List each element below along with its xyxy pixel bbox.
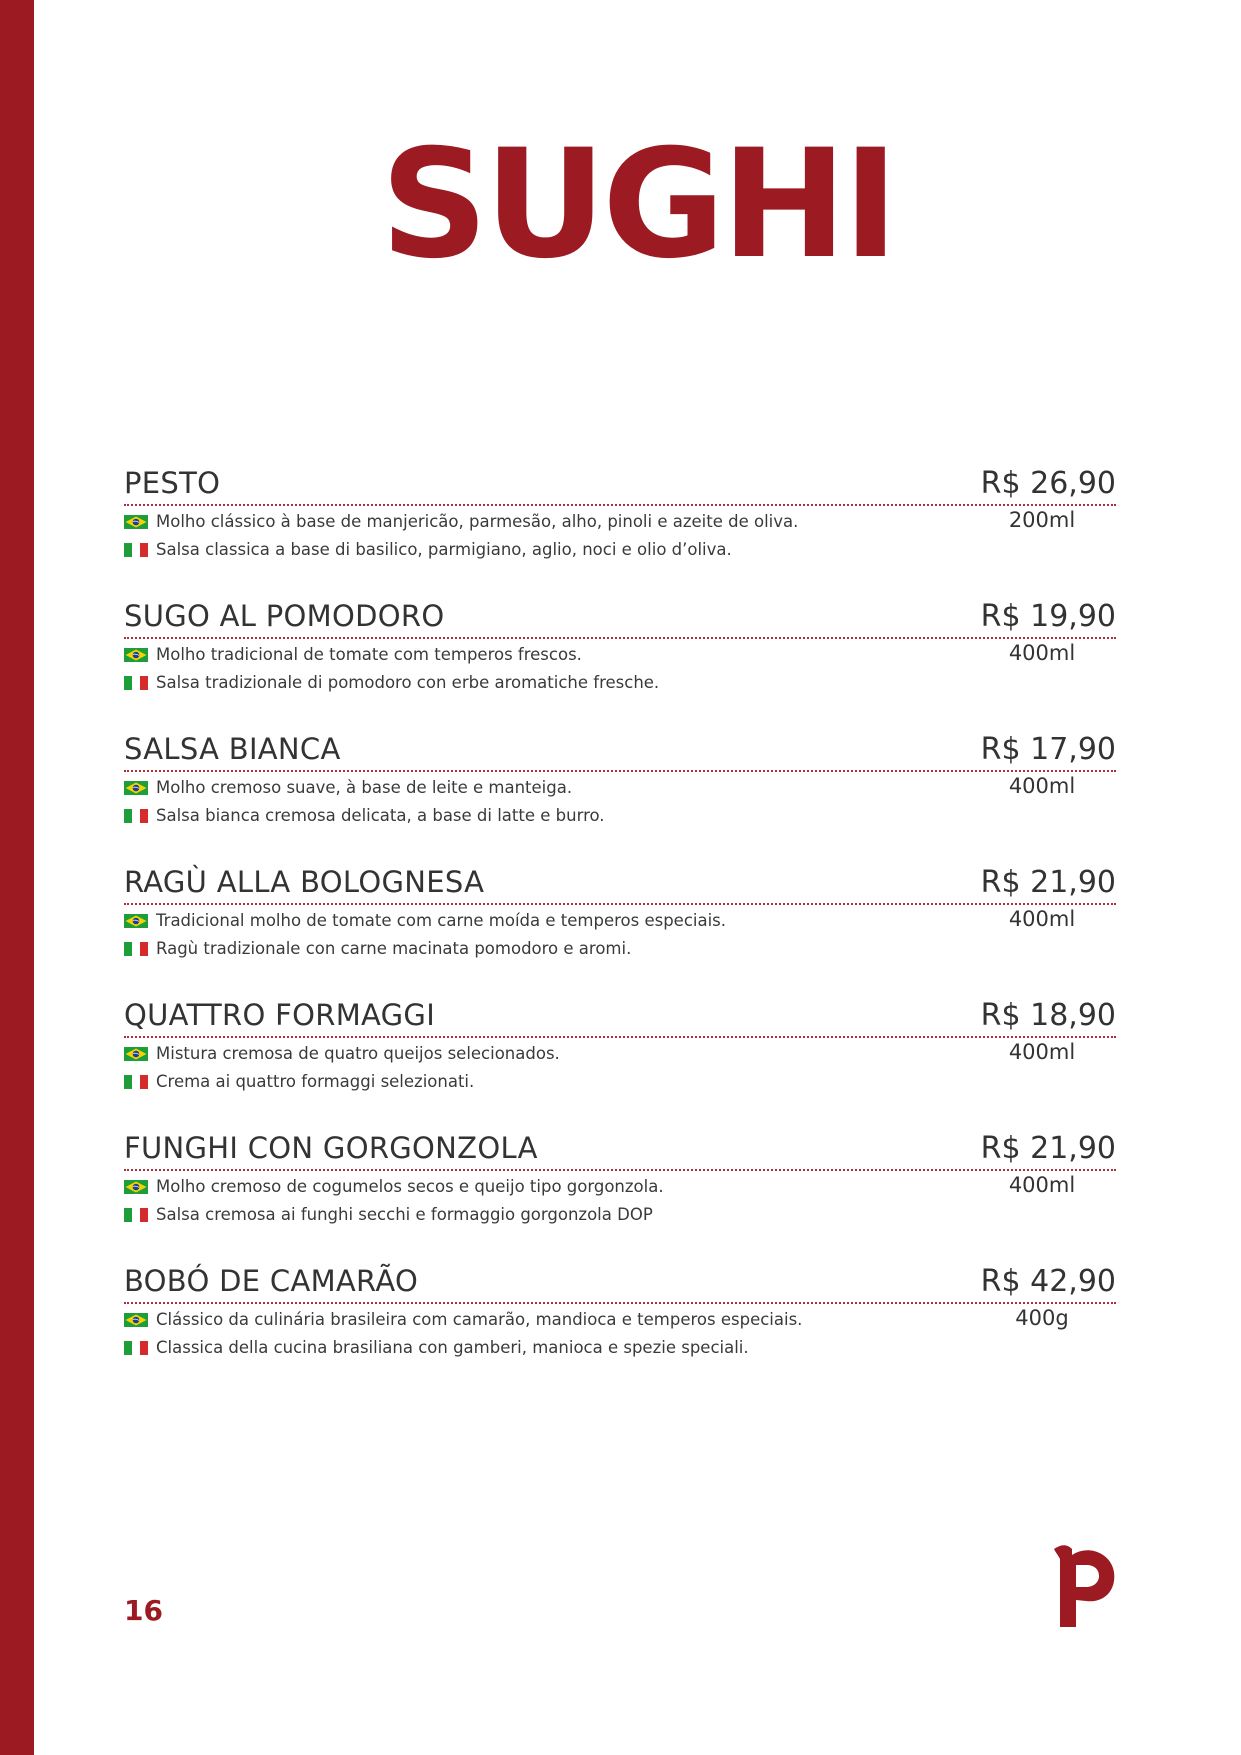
menu-item-price: R$ 17,90 (980, 732, 1116, 767)
menu-item (124, 1264, 1116, 1397)
page-title: SUGHI (380, 118, 895, 292)
menu-item-price: R$ 19,90 (980, 599, 1116, 634)
menu-item-name: SALSA BIANCA (124, 732, 341, 766)
italy-flag-icon (124, 542, 148, 556)
description-it (124, 536, 1116, 562)
menu-item-price: R$ 21,90 (980, 1131, 1116, 1166)
italy-flag-icon (124, 808, 148, 822)
description-it (124, 1068, 1116, 1094)
description-it-text: Salsa classica a base di basilico, parmigiano, aglio, noci e olio d’oliva. (156, 539, 732, 559)
brand-logo-icon (1052, 1543, 1116, 1629)
description-pt-text: Mistura cremosa de quatro queijos selecionados. (156, 1043, 560, 1063)
menu-item-size: 400g (1015, 1306, 1069, 1330)
menu-item (124, 1131, 1116, 1264)
menu-item-name: PESTO (124, 466, 221, 500)
brazil-flag-icon (124, 1179, 148, 1193)
description-it-text: Salsa tradizionale di pomodoro con erbe aromatiche fresche. (156, 672, 660, 692)
menu-item-name: BOBÓ DE CAMARÃO (124, 1264, 419, 1298)
description-pt (124, 508, 1116, 534)
description-pt-text: Molho cremoso de cogumelos secos e queijo tipo gorgonzola. (156, 1176, 664, 1196)
menu-item (124, 732, 1116, 865)
description-pt (124, 1306, 1116, 1332)
brazil-flag-icon (124, 647, 148, 661)
menu-item (124, 466, 1116, 599)
italy-flag-icon (124, 1340, 148, 1354)
menu-item-price: R$ 18,90 (980, 998, 1116, 1033)
menu-item-size: 200ml (1008, 508, 1076, 532)
menu-item-size: 400ml (1008, 1173, 1076, 1197)
description-it (124, 669, 1116, 695)
italy-flag-icon (124, 941, 148, 955)
menu-item-size: 400ml (1008, 641, 1076, 665)
menu-item-header (124, 732, 1116, 772)
description-pt (124, 641, 1116, 667)
brazil-flag-icon (124, 913, 148, 927)
description-it (124, 935, 1116, 961)
menu-item-size: 400ml (1008, 1040, 1076, 1064)
menu-item-size: 400ml (1008, 774, 1076, 798)
brazil-flag-icon (124, 1312, 148, 1326)
description-pt-text: Molho clássico à base de manjericão, parmesão, alho, pinoli e azeite de oliva. (156, 511, 799, 531)
menu-item-name: FUNGHI CON GORGONZOLA (124, 1131, 538, 1165)
description-it-text: Crema ai quattro formaggi selezionati. (156, 1071, 475, 1091)
menu-item-header (124, 1264, 1116, 1304)
menu-item (124, 599, 1116, 732)
menu-list (124, 466, 1116, 1397)
brazil-flag-icon (124, 514, 148, 528)
italy-flag-icon (124, 675, 148, 689)
description-pt-text: Molho tradicional de tomate com temperos frescos. (156, 644, 582, 664)
description-pt (124, 1040, 1116, 1066)
menu-item-header (124, 998, 1116, 1038)
menu-item (124, 998, 1116, 1131)
italy-flag-icon (124, 1207, 148, 1221)
description-it (124, 1201, 1116, 1227)
menu-item-header (124, 599, 1116, 639)
description-pt-text: Clássico da culinária brasileira com camarão, mandioca e temperos especiais. (156, 1309, 803, 1329)
menu-item-size: 400ml (1008, 907, 1076, 931)
description-pt (124, 1173, 1116, 1199)
description-it (124, 1334, 1116, 1360)
menu-item-price: R$ 21,90 (980, 865, 1116, 900)
description-pt (124, 774, 1116, 800)
menu-item-header (124, 865, 1116, 905)
page-number: 16 (124, 1594, 163, 1627)
menu-item (124, 865, 1116, 998)
description-pt-text: Molho cremoso suave, à base de leite e manteiga. (156, 777, 573, 797)
description-it-text: Ragù tradizionale con carne macinata pomodoro e aromi. (156, 938, 632, 958)
description-it-text: Salsa cremosa ai funghi secchi e formaggio gorgonzola DOP (156, 1204, 653, 1224)
menu-item-header (124, 1131, 1116, 1171)
menu-item-name: QUATTRO FORMAGGI (124, 998, 436, 1032)
menu-item-name: SUGO AL POMODORO (124, 599, 445, 633)
brazil-flag-icon (124, 1046, 148, 1060)
menu-item-price: R$ 42,90 (980, 1264, 1116, 1299)
menu-item-name: RAGÙ ALLA BOLOGNESA (124, 865, 485, 899)
description-pt-text: Tradicional molho de tomate com carne moída e temperos especiais. (156, 910, 727, 930)
italy-flag-icon (124, 1074, 148, 1088)
brazil-flag-icon (124, 780, 148, 794)
menu-item-price: R$ 26,90 (980, 466, 1116, 501)
description-pt (124, 907, 1116, 933)
menu-item-header (124, 466, 1116, 506)
description-it-text: Salsa bianca cremosa delicata, a base di latte e burro. (156, 805, 605, 825)
description-it (124, 802, 1116, 828)
description-it-text: Classica della cucina brasiliana con gamberi, manioca e spezie speciali. (156, 1337, 749, 1357)
